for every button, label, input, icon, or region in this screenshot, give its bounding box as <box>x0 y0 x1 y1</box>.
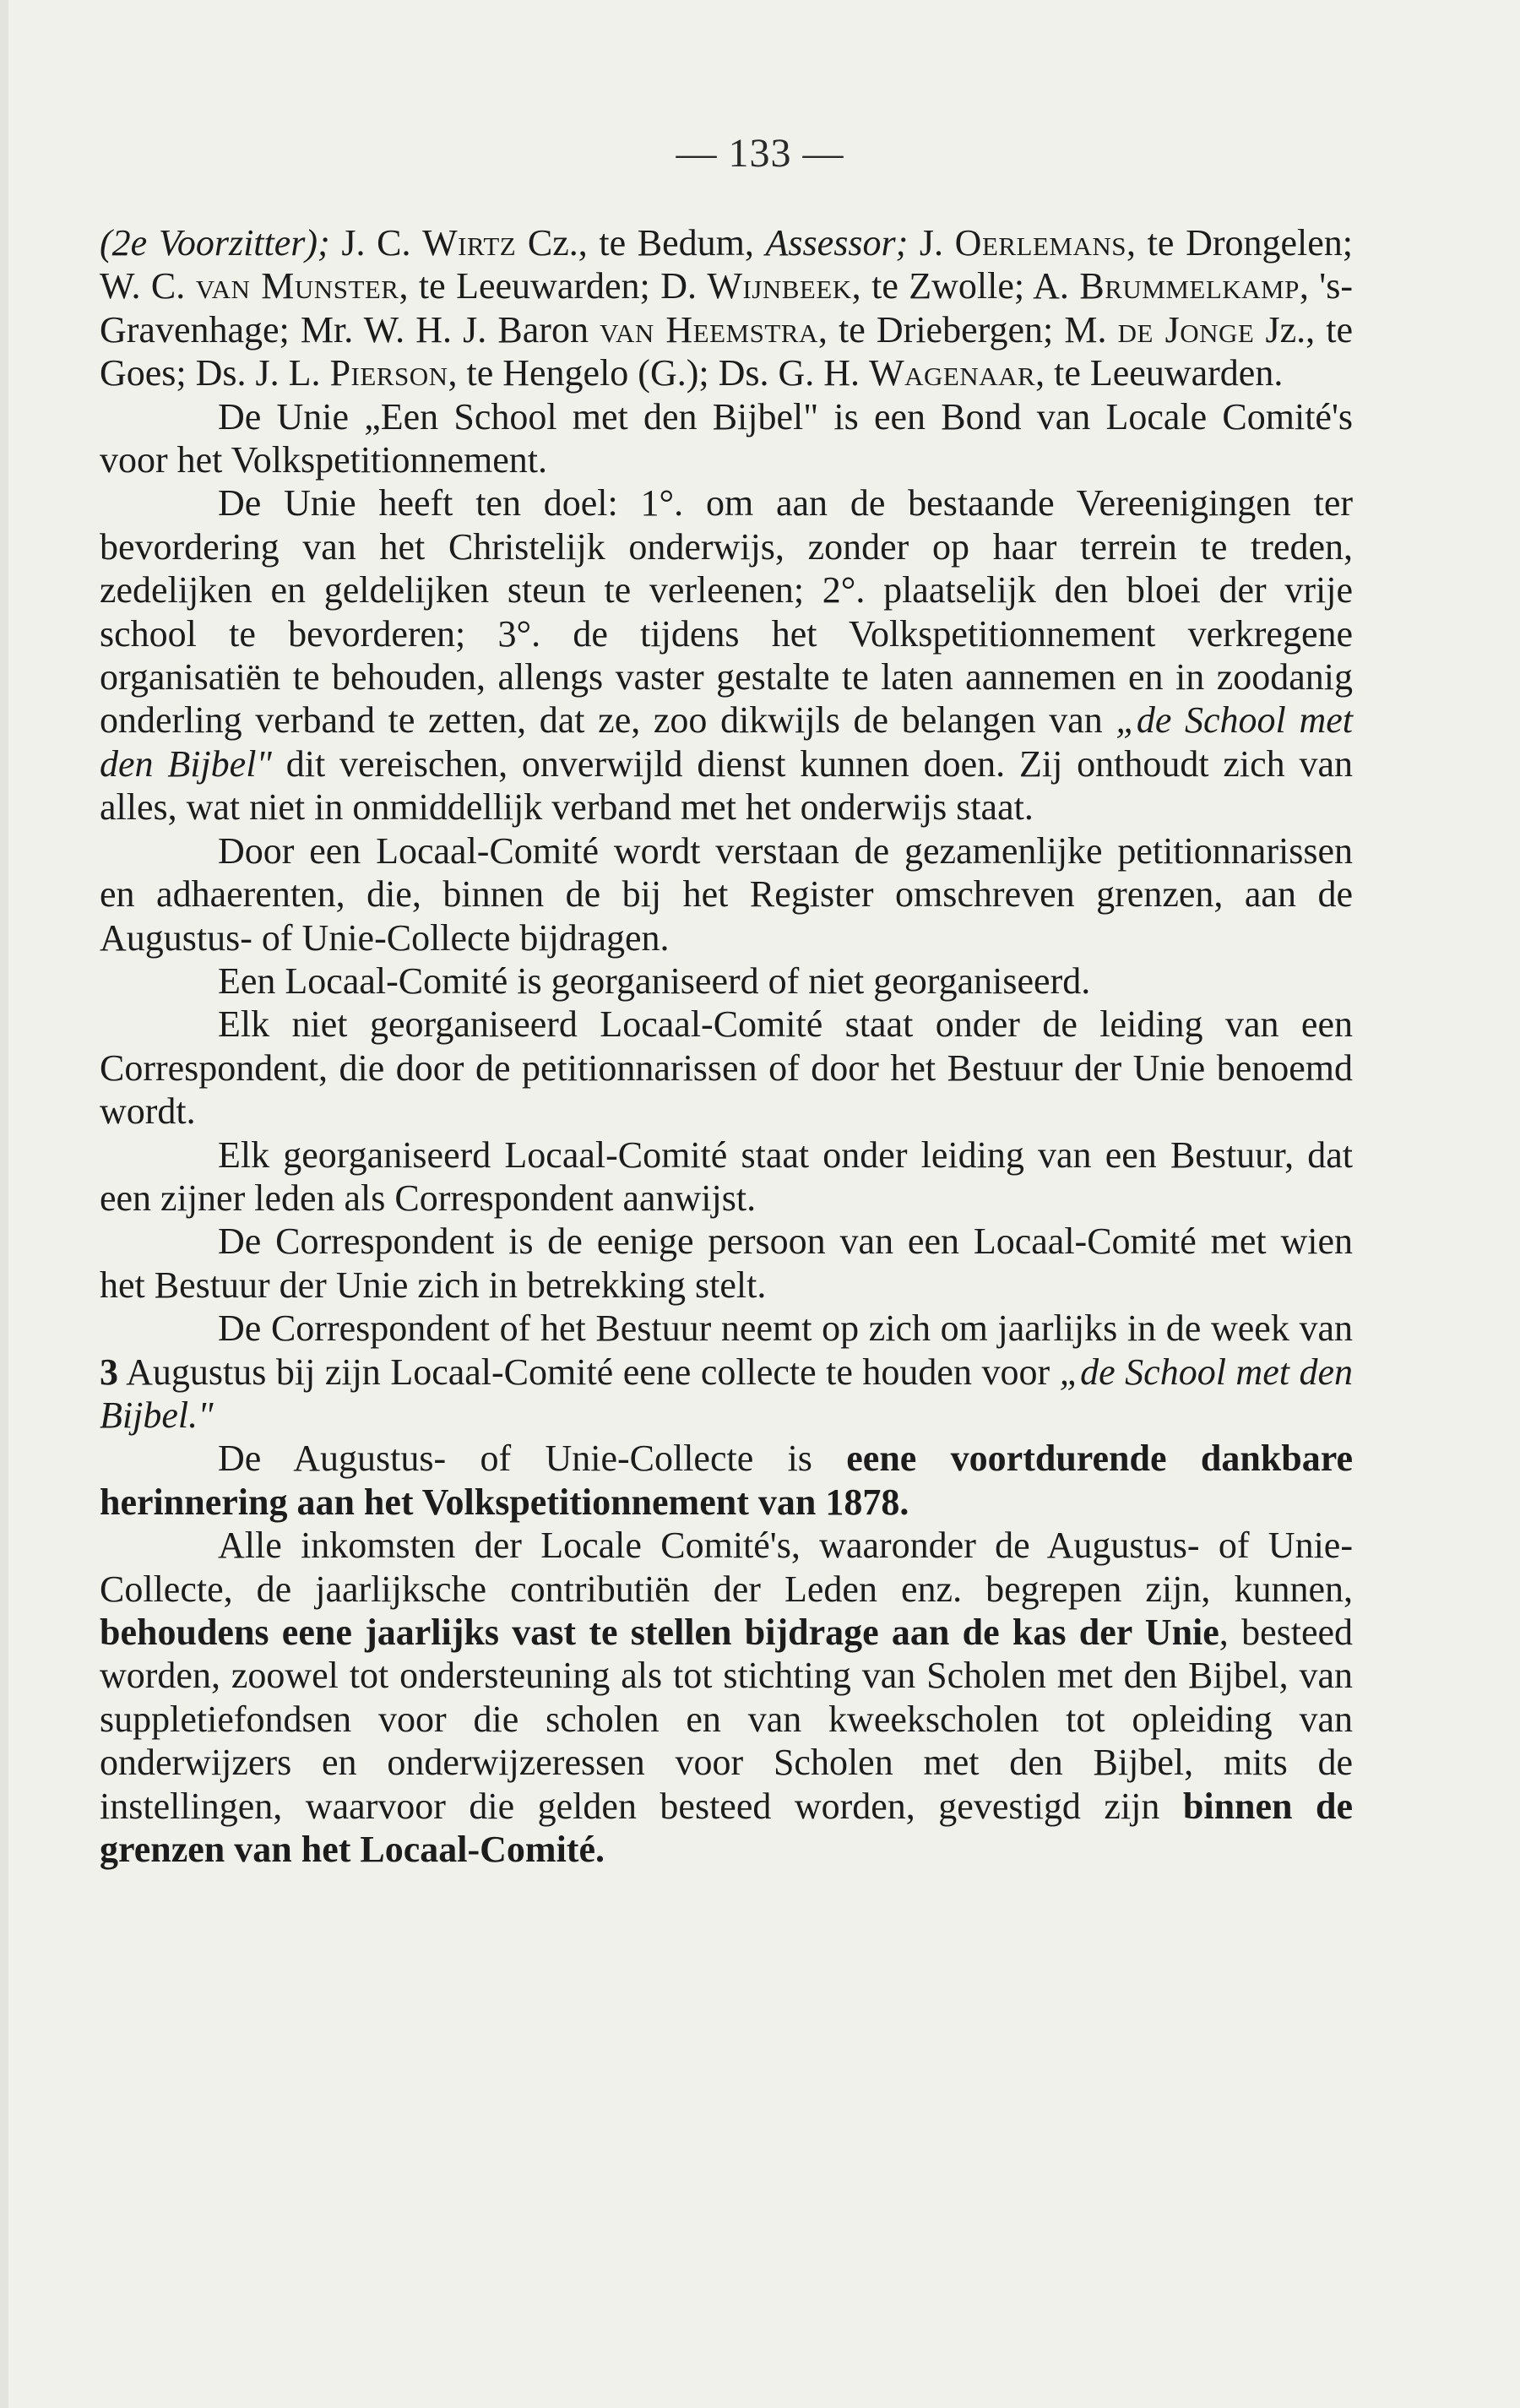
text-run: De Correspondent is de eenige persoon van een Locaal-Comité met wien het Bestuur der Unie zich in betrekking stelt. <box>100 1220 1353 1306</box>
text-run: De Unie „Een School met den Bijbel" is een Bond van Locale Comité's voor het Volkspetitionnement. <box>100 395 1353 481</box>
text-run: Assessor; <box>765 222 909 264</box>
text-run: , te Leeuwarden; D. <box>399 265 708 307</box>
page-body <box>100 221 1353 1871</box>
text-run: Door een Locaal-Comité wordt verstaan de gezamenlijke petitionnarissen en adhaerenten, die, binnen de bij het Register omschreven grenzen, aan de Augustus- of Unie-Collecte bijdragen. <box>100 829 1353 959</box>
text-run: De Correspondent of het Bestuur neemt op zich om jaarlijks in de week van <box>218 1307 1353 1350</box>
text-run: De Unie heeft ten doel: 1°. om aan de bestaande Vereenigingen ter bevordering van het Christelijk onderwijs, zonder op haar terrein te treden, zedelijken en geldelijken steun te verleenen; 2°. plaatselijk den bloei der vrije school te bevorderen; 3°. de tijdens het Volkspetitionnement verkregene organisatiën te behouden, allengs vaster gestalte te laten aannemen en in zoodanig onderling verband te zetten, dat ze, zoo dikwijls de belangen van <box>100 482 1353 742</box>
text-run: J. C. <box>329 222 423 264</box>
text-run: , te Hengelo (G.); Ds. G. H. <box>448 352 870 394</box>
paragraph-local-committee-definition <box>100 829 1353 959</box>
paragraph-correspondent <box>100 1220 1353 1307</box>
text-run: , te Leeuwarden. <box>1035 352 1284 394</box>
paragraph-union-goals <box>100 481 1353 829</box>
text-run: Pierson <box>329 352 448 394</box>
text-run: Elk georganiseerd Locaal-Comité staat onder leiding van een Bestuur, dat een zijner leden als Correspondent aanwijst. <box>100 1133 1353 1219</box>
text-run: Oerlemans <box>954 222 1127 264</box>
text-run: Wirtz <box>422 222 517 264</box>
text-run: behoudens eene jaarlijks vast te stellen bijdrage aan de kas der Unie <box>100 1612 1219 1653</box>
text-run: , te Drongelen; W. C. <box>100 222 1354 307</box>
text-run: Brummelkamp <box>1079 265 1300 307</box>
text-run: Wagenaar <box>869 352 1036 394</box>
paragraph-union-definition <box>100 395 1353 482</box>
paragraph-collection-remembrance <box>100 1437 1353 1524</box>
text-run: dit vereischen, onverwijld dienst kunnen doen. Zij onthoudt zich van alles, wat niet in onmiddellijk verband met het onderwijs staat. <box>100 742 1353 829</box>
page-number: — 133 — <box>676 131 844 176</box>
paragraph-board-members <box>100 221 1353 395</box>
text-run: J. <box>908 222 955 264</box>
text-run: binnen de grenzen van het Locaal-Comité. <box>100 1785 1353 1871</box>
text-run: , 's-Gravenhage; Mr. W. H. J. Baron <box>100 265 1353 351</box>
text-run: Cz., te Bedum, <box>516 222 766 264</box>
paragraph-annual-collection <box>100 1307 1353 1437</box>
text-run: , te Zwolle; A. <box>851 265 1080 307</box>
paragraph-unorganised-committee <box>100 1003 1353 1133</box>
text-run: Een Locaal-Comité is georganiseerd of niet georganiseerd. <box>218 959 1091 1002</box>
text-run: eene voortdurende dankbare herinnering aan het Volkspetitionnement van 1878. <box>100 1438 1354 1523</box>
text-run: (2e Voorzitter); <box>100 222 330 264</box>
text-run: de Jonge <box>1117 308 1255 351</box>
text-run: van Munster <box>195 265 399 307</box>
text-run: 3 <box>100 1351 118 1393</box>
text-run: Alle inkomsten der Locale Comité's, waaronder de Augustus- of Unie-Collecte, de jaarlijksche contributiën der Leden enz. begrepen zijn, kunnen, <box>100 1525 1353 1610</box>
paragraph-organised-or-not <box>100 959 1353 1003</box>
text-run: , te Driebergen; M. <box>817 308 1118 351</box>
text-run: De Augustus- of Unie-Collecte is <box>218 1438 847 1480</box>
text-run: Jz., te Goes; Ds. J. L. <box>100 308 1353 394</box>
paragraph-organised-committee <box>100 1133 1353 1220</box>
text-run: „de School met den Bijbel." <box>100 1351 1354 1436</box>
text-run: van Heemstra <box>600 308 818 351</box>
text-run: , besteed worden, zoowel tot ondersteuning als tot stichting van Scholen met den Bijbel, van suppletiefondsen voor die scholen en van kweekscholen tot opleiding van onderwijzers en onderwijzeressen voor Scholen met den Bijbel, mits de instellingen, waarvoor die gelden besteed worden, gevestigd zijn <box>100 1612 1353 1827</box>
text-run: Augustus bij zijn Locaal-Comité eene collecte te houden voor <box>118 1351 1060 1393</box>
text-run: Elk niet georganiseerd Locaal-Comité staat onder de leiding van een Correspondent, die door de petitionnarissen of door het Bestuur der Unie benoemd wordt. <box>100 1003 1353 1133</box>
paragraph-income-use <box>100 1524 1353 1871</box>
text-run: „de School met den Bijbel" <box>100 699 1353 785</box>
text-run: Wijnbeek <box>707 265 852 307</box>
